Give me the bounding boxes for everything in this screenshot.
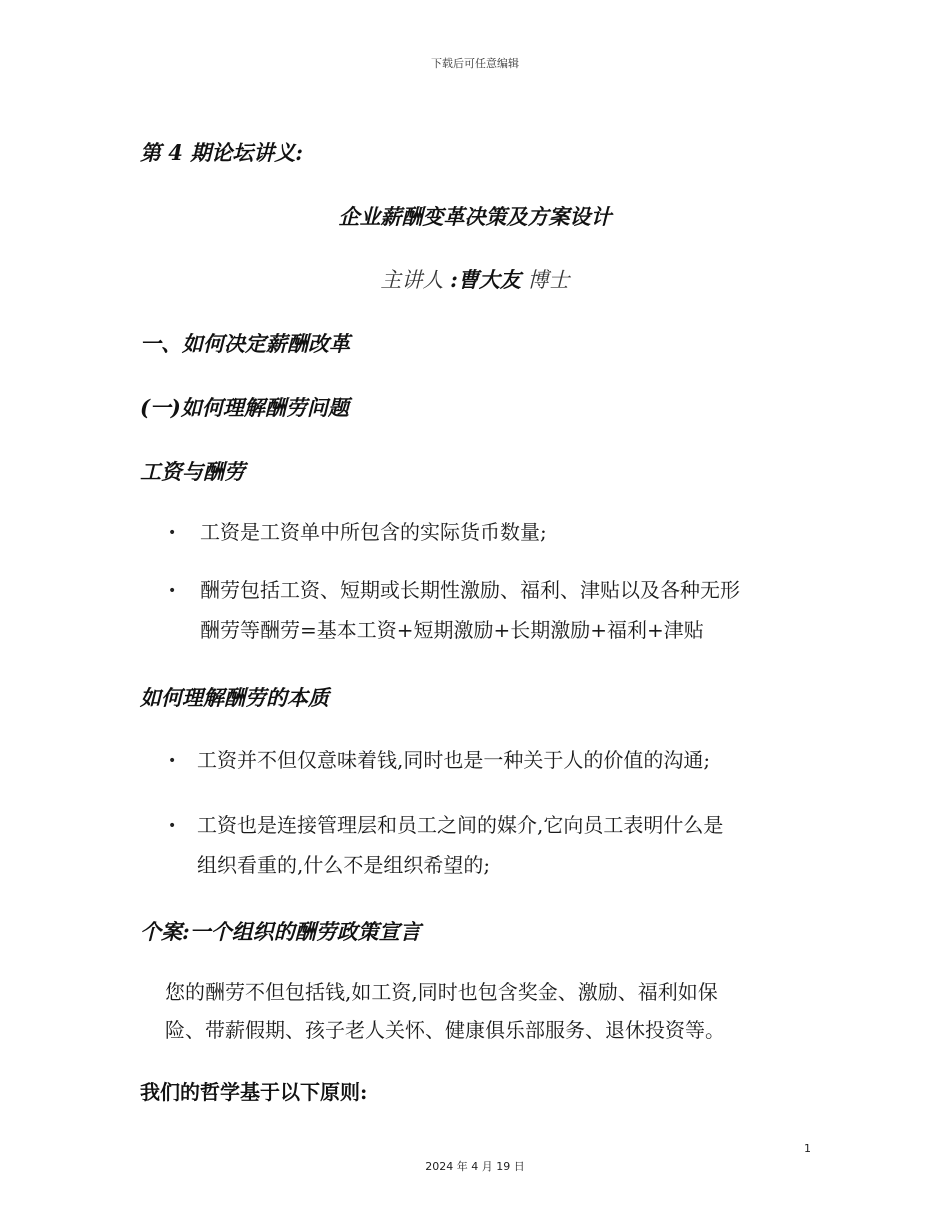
presenter-suffix: 博士	[520, 268, 570, 292]
presenter-label: 主讲人	[380, 268, 451, 292]
case-paragraph-line-2: 险、带薪假期、孩子老人关怀、健康俱乐部服务、退休投资等。	[165, 1018, 725, 1042]
essence-bullet-1-line-1: 工资并不但仅意味着钱,同时也是一种关于人的价值的沟通;	[197, 748, 711, 772]
case-paragraph-line-1: 您的酬劳不但包括钱,如工资,同时也包含奖金、激励、福利如保	[165, 980, 718, 1004]
essence-bullet-2-line-1: 工资也是连接管理层和员工之间的媒介,它向员工表明什么是	[197, 813, 724, 837]
essence-bullet-2-line-2: 组织看重的,什么不是组织希望的;	[197, 853, 491, 877]
header-note: 下载后可任意编辑	[431, 57, 519, 70]
presenter-line	[0, 264, 950, 294]
wage-bullet-2-line-2: 酬劳等酬劳=基本工资+短期激励+长期激励+福利+津贴	[200, 618, 704, 642]
footer-date: 2024 年 4 月 19 日	[425, 1160, 525, 1173]
philosophy-heading: 我们的哲学基于以下原则:	[140, 1080, 368, 1104]
section-title: 一、如何决定薪酬改革	[140, 331, 350, 356]
issue-title: 第 4 期论坛讲义:	[140, 140, 303, 165]
presenter-name: :曹大友	[450, 267, 521, 292]
page-number: 1	[804, 1142, 811, 1155]
wage-heading: 工资与酬劳	[140, 459, 245, 484]
essence-heading: 如何理解酬劳的本质	[140, 685, 329, 710]
bullet-icon: •	[168, 583, 177, 599]
bullet-icon: •	[168, 525, 177, 541]
main-title: 企业薪酬变革决策及方案设计	[338, 204, 612, 229]
bullet-icon: •	[168, 753, 177, 769]
case-heading: 个案:一个组织的酬劳政策宣言	[140, 919, 421, 944]
bullet-icon: •	[168, 818, 177, 834]
wage-bullet-1-line-1: 工资是工资单中所包含的实际货币数量;	[200, 520, 547, 544]
wage-bullet-2-line-1: 酬劳包括工资、短期或长期性激励、福利、津贴以及各种无形	[200, 578, 740, 602]
subsection-title: (一)如何理解酬劳问题	[140, 395, 349, 420]
